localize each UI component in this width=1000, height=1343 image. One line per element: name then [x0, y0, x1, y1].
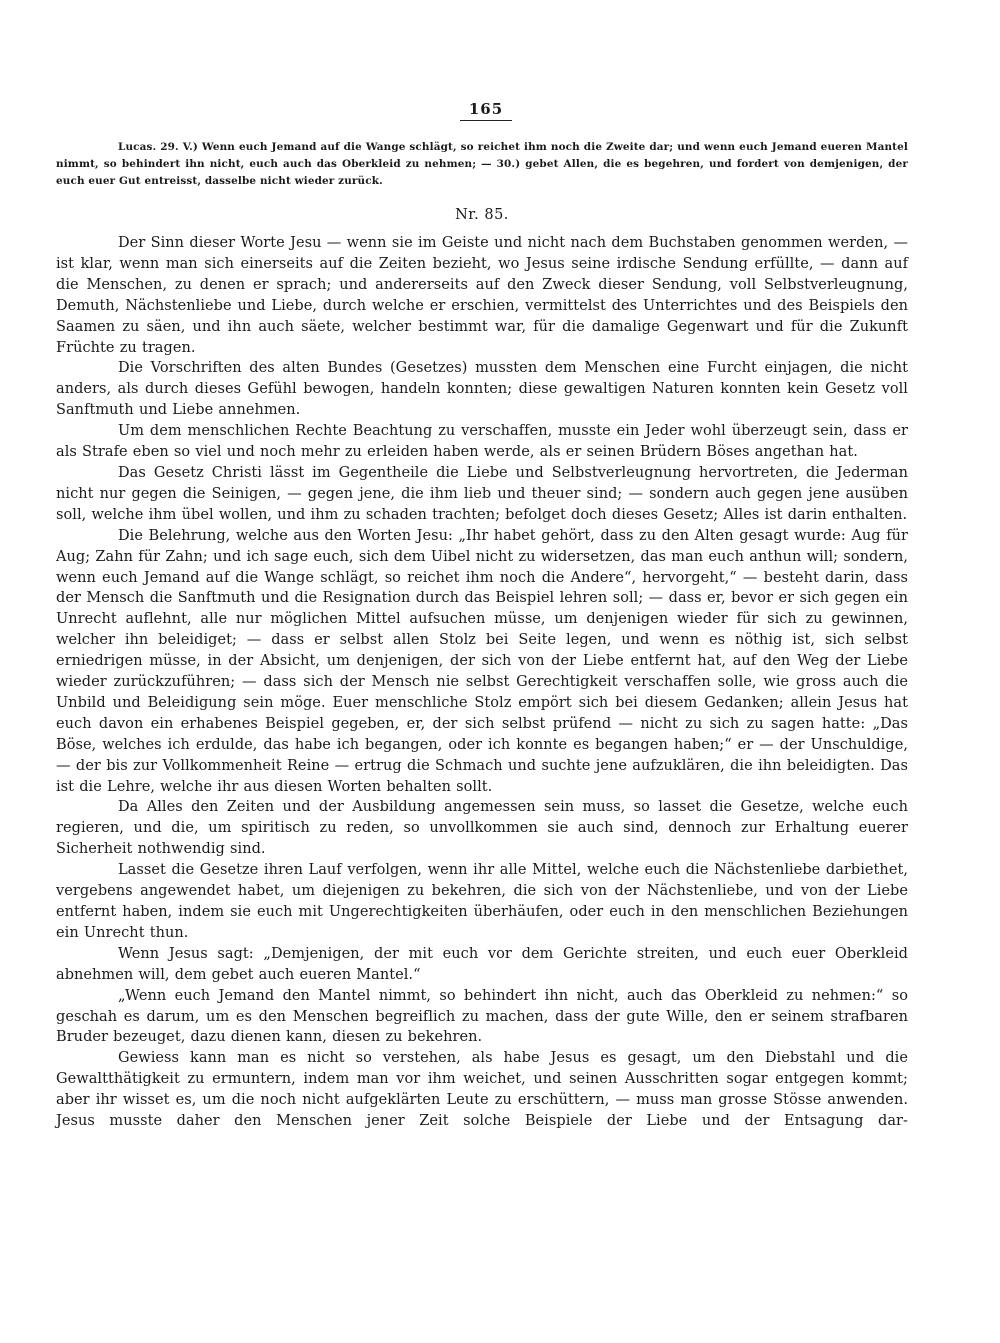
- paragraph: Der Sinn dieser Worte Jesu — wenn sie im Geiste und nicht nach dem Buchstaben genommen werden, — ist klar, wenn man sich einerseits auf die Zeiten bezieht, wo Jesus seine irdische Sendung erfüllte, — dann auf die Menschen, zu denen er sprach; und andererseits auf den Zweck dieser Sendung, voll Selbstverleugnung, Demuth, Nächstenliebe und Liebe, durch welche er erschien, vermittelst des Unterrichtes und des Beispiels den Saamen zu säen, und ihn auch säete, welcher bestimmt war, für die damalige Gegenwart und für die Zukunft Früchte zu tragen.: [56, 235, 908, 356]
- book-page: [56, 100, 908, 1132]
- footnote-text: Lucas. 29. V.) Wenn euch Jemand auf die Wange schlägt, so reichet ihm noch die Zweite dar; und wenn euch Jemand eueren Mantel nimmt, so behindert ihn nicht, euch auch das Oberkleid zu nehmen; — 30.) gebet Allen, die es begehren, und fordert von demjenigen, der euch euer Gut entreisst, dasselbe nicht wieder zurück.: [56, 141, 908, 187]
- paragraph: Wenn Jesus sagt: „Demjenigen, der mit euch vor dem Gerichte streiten, und euch euer Oberkleid abnehmen will, dem gebet auch eueren Mantel.“: [56, 945, 908, 983]
- paragraph: Die Vorschriften des alten Bundes (Gesetzes) mussten dem Menschen eine Furcht einjagen, die nicht anders, als durch dieses Gefühl bewogen, handeln konnten; diese gewaltigen Naturen konnten kein Gesetz voll Sanftmuth und Liebe annehmen.: [56, 360, 908, 419]
- page-number-rule: [460, 120, 512, 121]
- page-number: 165: [468, 100, 504, 118]
- paragraph: Um dem menschlichen Rechte Beachtung zu verschaffen, musste ein Jeder wohl überzeugt sein, dass er als Strafe eben so viel und noch mehr zu erleiden haben werde, als er seinen Brüdern Böses angethan hat.: [56, 423, 908, 461]
- paragraph: Das Gesetz Christi lässt im Gegentheile die Liebe und Selbstverleugnung hervortreten, die Jederman nicht nur gegen die Seinigen, — gegen jene, die ihm lieb und theuer sind; — sondern auch gegen jene ausüben soll, welche ihm übel wollen, und ihm zu schaden trachten; befolget doch dieses Gesetz; Alles ist darin enthalten.: [56, 464, 908, 523]
- paragraph: Lasset die Gesetze ihren Lauf verfolgen, wenn ihr alle Mittel, welche euch die Nächstenliebe darbiethet, vergebens angewendet habet, um diejenigen zu bekehren, die sich von der Nächstenliebe, und von der Liebe entfernt haben, indem sie euch mit Ungerechtigkeiten überhäufen, oder euch in den menschlichen Beziehungen ein Unrecht thun.: [56, 862, 908, 941]
- footnote: [56, 139, 908, 190]
- paragraph: Da Alles den Zeiten und der Ausbildung angemessen sein muss, so lasset die Gesetze, welche euch regieren, und die, um spiritisch zu reden, so unvollkommen sie auch sind, dennoch zur Erhaltung euerer Sicherheit nothwendig sind.: [56, 799, 908, 858]
- paragraph: Die Belehrung, welche aus den Worten Jesu: „Ihr habet gehört, dass zu den Alten gesagt wurde: Aug für Aug; Zahn für Zahn; und ich sage euch, sich dem Uibel nicht zu widersetzen, das man euch anthun will; sondern, wenn euch Jemand auf die Wange schlägt, so reichet ihm noch die Andere“, hervorgeht,“ — besteht darin, dass der Mensch die Sanftmuth und die Resignation durch das Beispiel lehren soll; — dass er, bevor er sich gegen ein Unrecht auflehnt, alle nur möglichen Mittel aufsuchen müsse, um denjenigen wieder für sich zu gewinnen, welcher ihn beleidiget; — dass er selbst allen Stolz bei Seite legen, und wenn es nöthig ist, sich selbst erniedrigen müsse, in der Absicht, um denjenigen, der sich von der Liebe entfernt hat, auf den Weg der Liebe wieder zurückzuführen; — dass sich der Mensch nie selbst Gerechtigkeit verschaffen solle, wie gross auch die Unbild und Beleidigung sein möge. Euer menschliche Stolz empört sich bei diesem Gedanken; allein Jesus hat euch davon ein erhabenes Beispiel gegeben, er, der sich selbst prüfend — nicht zu sich zu sagen hatte: „Das Böse, welches ich erdulde, das habe ich begangen, oder ich konnte es begangen haben;“ er — der Unschuldige, — der bis zur Vollkommenheit Reine — ertrug die Schmach und suchte jene aufzuklären, die ihn beleidigten. Das ist die Lehre, welche ihr aus diesen Worten behalten sollt.: [56, 527, 908, 795]
- section-heading: Nr. 85.: [455, 207, 509, 223]
- body-text: [56, 233, 908, 1132]
- paragraph: „Wenn euch Jemand den Mantel nimmt, so behindert ihn nicht, auch das Oberkleid zu nehmen:“ so geschah es darum, um es den Menschen begreiflich zu machen, dass der gute Wille, den er seinem strafbaren Bruder bezeuget, dazu dienen kann, diesen zu bekehren.: [56, 987, 908, 1046]
- paragraph: Gewiess kann man es nicht so verstehen, als habe Jesus es gesagt, um den Diebstahl und die Gewaltthätigkeit zu ermuntern, indem man vor ihm weichet, und seinen Ausschritten sogar entgegen kommt; aber ihr wisset es, um die noch nicht aufgeklärten Leute zu erschüttern, — muss man grosse Stösse anwenden. Jesus musste daher den Menschen jener Zeit solche Beispiele der Liebe und der Entsagung dar-: [56, 1050, 908, 1130]
